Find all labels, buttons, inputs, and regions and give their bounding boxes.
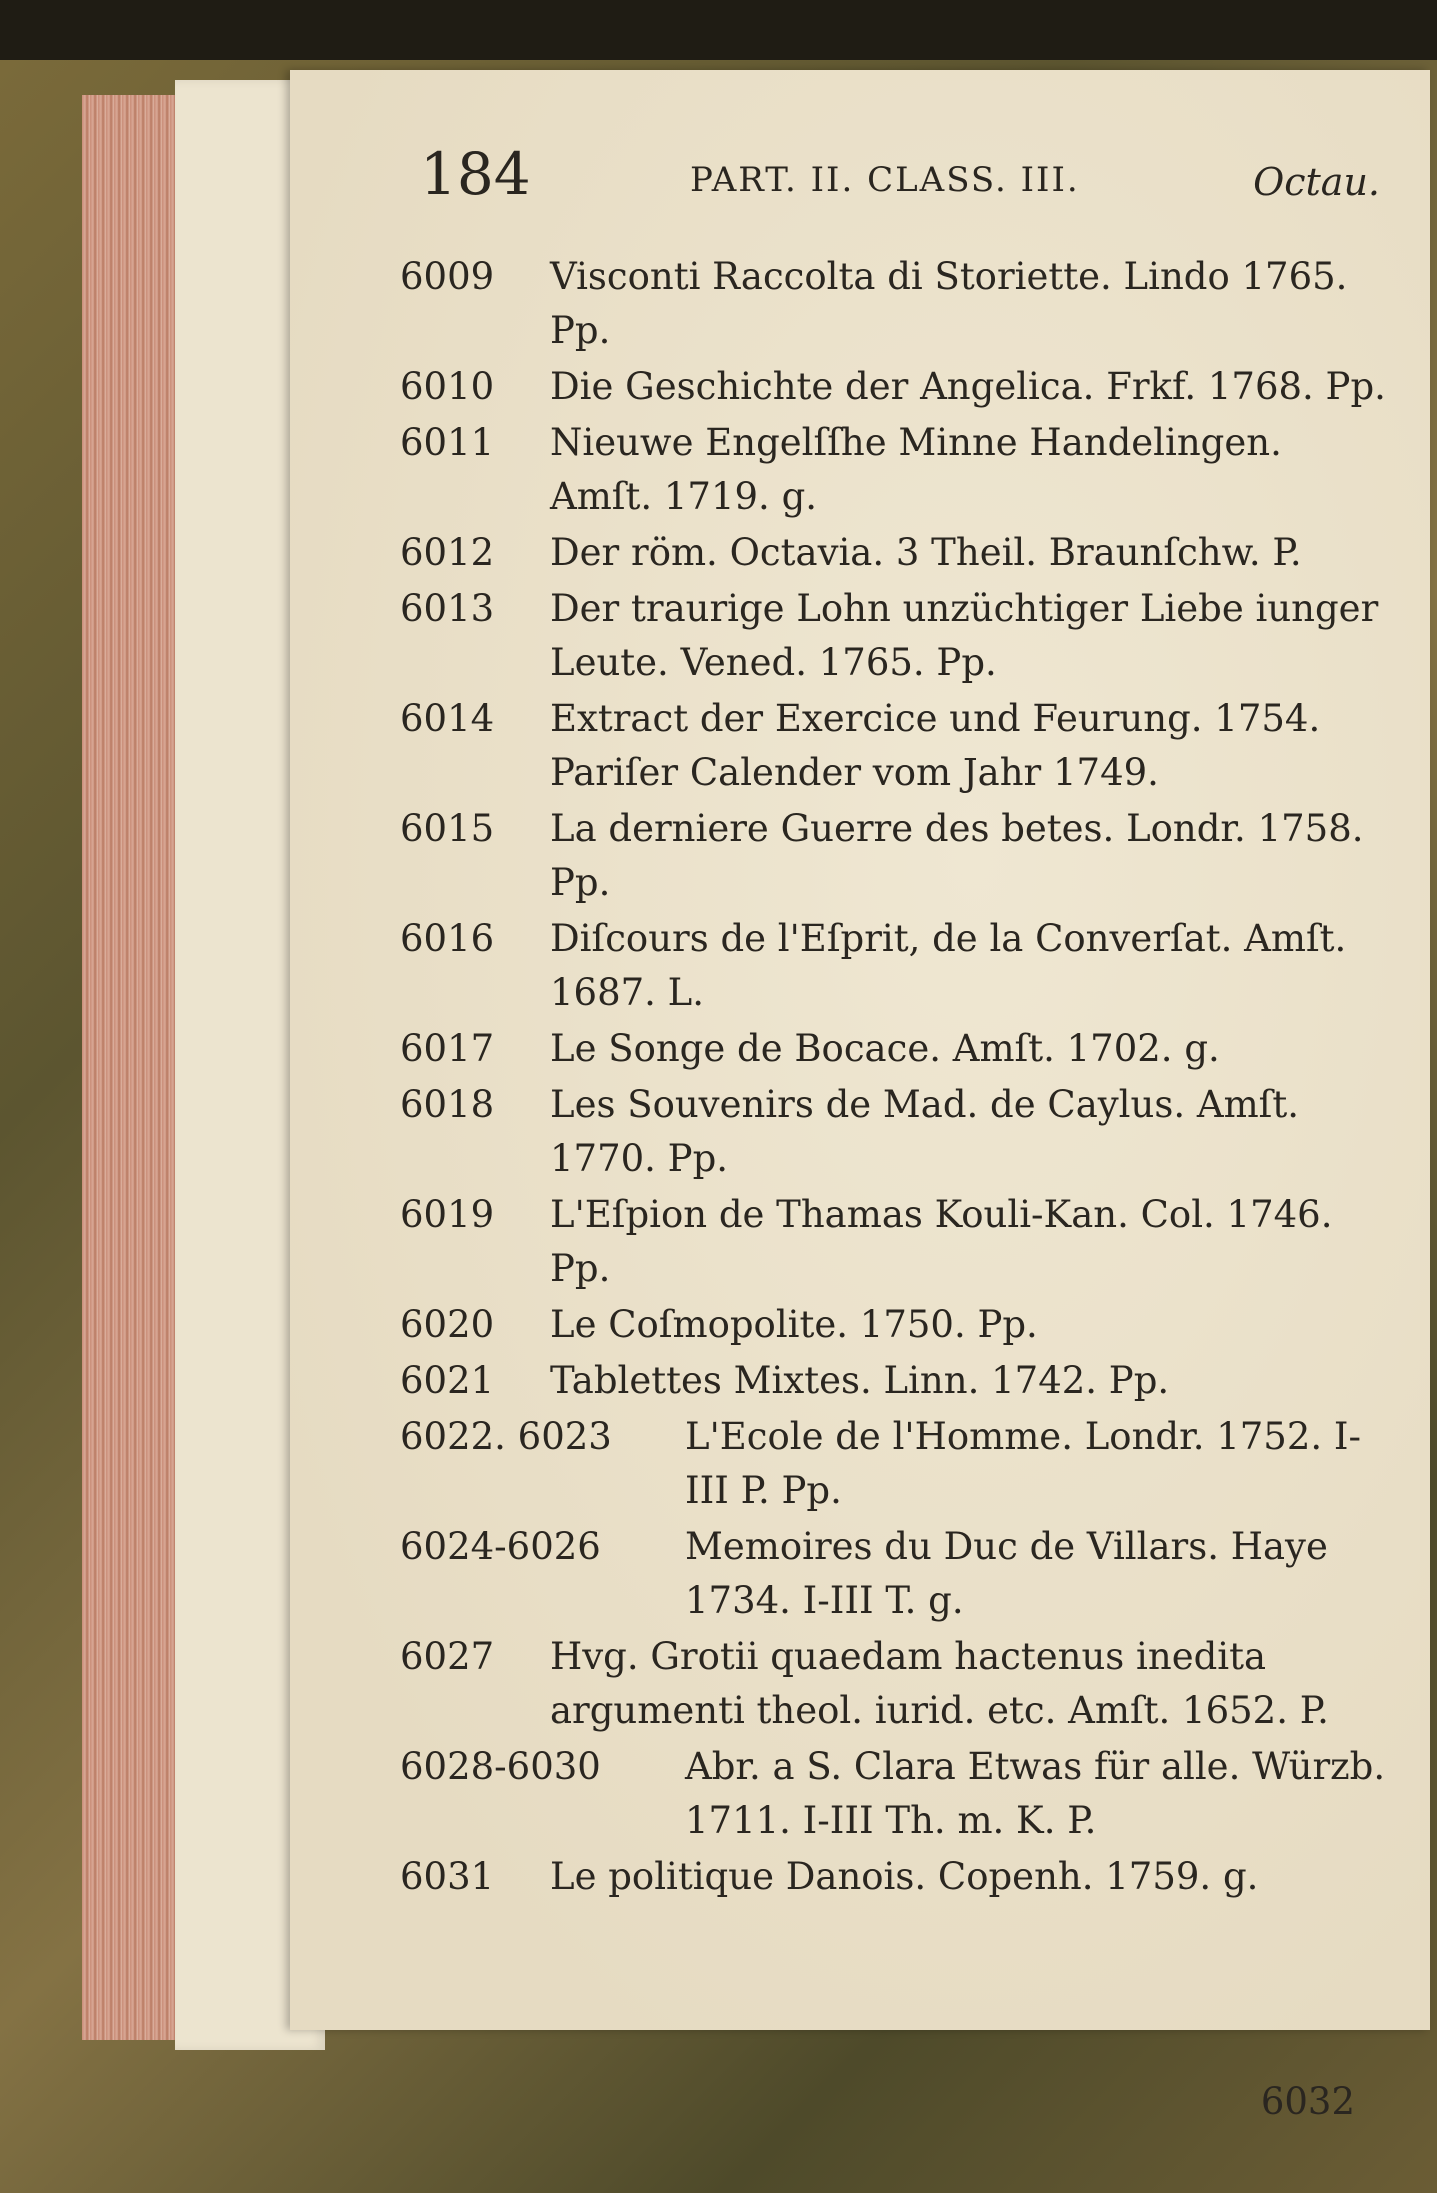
format-label: Octau. — [1253, 160, 1380, 204]
entry-text: Le politique Danois. Copenh. 1759. g. — [550, 1855, 1259, 1898]
entry-text: Der traurige Lohn unzüchtiger Liebe iunger Leute. Vened. 1765. Pp. — [550, 587, 1379, 684]
entry-text: Memoires du Duc de Villars. Haye 1734. I-III T. g. — [685, 1525, 1328, 1622]
entry-number: 6028-6030 — [400, 1745, 601, 1788]
entry-number: 6017 — [400, 1027, 495, 1070]
entry-text: Abr. a S. Clara Etwas für alle. Würzb. 1711. I-III Th. m. K. P. — [685, 1745, 1386, 1842]
list-item — [400, 416, 1390, 524]
entry-number: 6022. 6023 — [400, 1415, 612, 1458]
page-number: 184 — [420, 140, 531, 208]
list-item — [400, 1520, 1390, 1628]
list-item — [400, 912, 1390, 1020]
running-header — [420, 140, 1380, 220]
list-item — [400, 582, 1390, 690]
list-item — [400, 1188, 1390, 1296]
list-item — [400, 1022, 1390, 1076]
entry-number: 6011 — [400, 421, 495, 464]
catchword: 6032 — [1260, 2080, 1355, 2123]
entry-text: Die Geschichte der Angelica. Frkf. 1768. Pp. — [550, 365, 1386, 408]
list-item — [400, 1078, 1390, 1186]
entry-number: 6012 — [400, 531, 495, 574]
entry-number: 6013 — [400, 587, 495, 630]
list-item — [400, 1740, 1390, 1848]
entry-number: 6016 — [400, 917, 495, 960]
entry-number: 6021 — [400, 1359, 495, 1402]
entry-text: Le Coſmopolite. 1750. Pp. — [550, 1303, 1038, 1346]
entry-text: Hvg. Grotii quaedam hactenus inedita argumenti theol. iurid. etc. Amſt. 1652. P. — [550, 1635, 1329, 1732]
list-item — [400, 1630, 1390, 1738]
list-item — [400, 1298, 1390, 1352]
section-title: PART. II. CLASS. III. — [690, 160, 1080, 200]
entry-text: Le Songe de Bocace. Amſt. 1702. g. — [550, 1027, 1220, 1070]
entry-text: Les Souvenirs de Mad. de Caylus. Amſt. 1770. Pp. — [550, 1083, 1299, 1180]
entry-number: 6014 — [400, 697, 495, 740]
entry-number: 6031 — [400, 1855, 495, 1898]
entry-text: Nieuwe Engelſſhe Minne Handelingen. Amſt. 1719. g. — [550, 421, 1282, 518]
entry-text: L'Ecole de l'Homme. Londr. 1752. I-III P. Pp. — [685, 1415, 1362, 1512]
entry-number: 6019 — [400, 1193, 495, 1236]
entry-number: 6024-6026 — [400, 1525, 601, 1568]
entry-text: Diſcours de l'Eſprit, de la Converſat. Amſt. 1687. L. — [550, 917, 1347, 1014]
entry-number: 6009 — [400, 255, 495, 298]
entry-number: 6027 — [400, 1635, 495, 1678]
entry-text: Extract der Exercice und Feurung. 1754. Pariſer Calender vom Jahr 1749. — [550, 697, 1321, 794]
list-item — [400, 250, 1390, 358]
entry-number: 6018 — [400, 1083, 495, 1126]
entry-number: 6020 — [400, 1303, 495, 1346]
list-item — [400, 692, 1390, 800]
entry-text: La derniere Guerre des betes. Londr. 1758. Pp. — [550, 807, 1364, 904]
catalog-entries — [400, 250, 1390, 1906]
list-item — [400, 526, 1390, 580]
list-item — [400, 360, 1390, 414]
entry-text: Tablettes Mixtes. Linn. 1742. Pp. — [550, 1359, 1170, 1402]
entry-number: 6015 — [400, 807, 495, 850]
list-item — [400, 1850, 1390, 1904]
entry-text: L'Eſpion de Thamas Kouli-Kan. Col. 1746. Pp. — [550, 1193, 1333, 1290]
entry-text: Visconti Raccolta di Storiette. Lindo 1765. Pp. — [550, 255, 1348, 352]
entry-number: 6010 — [400, 365, 495, 408]
list-item — [400, 1410, 1390, 1518]
list-item — [400, 802, 1390, 910]
entry-text: Der röm. Octavia. 3 Theil. Braunſchw. P. — [550, 531, 1302, 574]
list-item — [400, 1354, 1390, 1408]
